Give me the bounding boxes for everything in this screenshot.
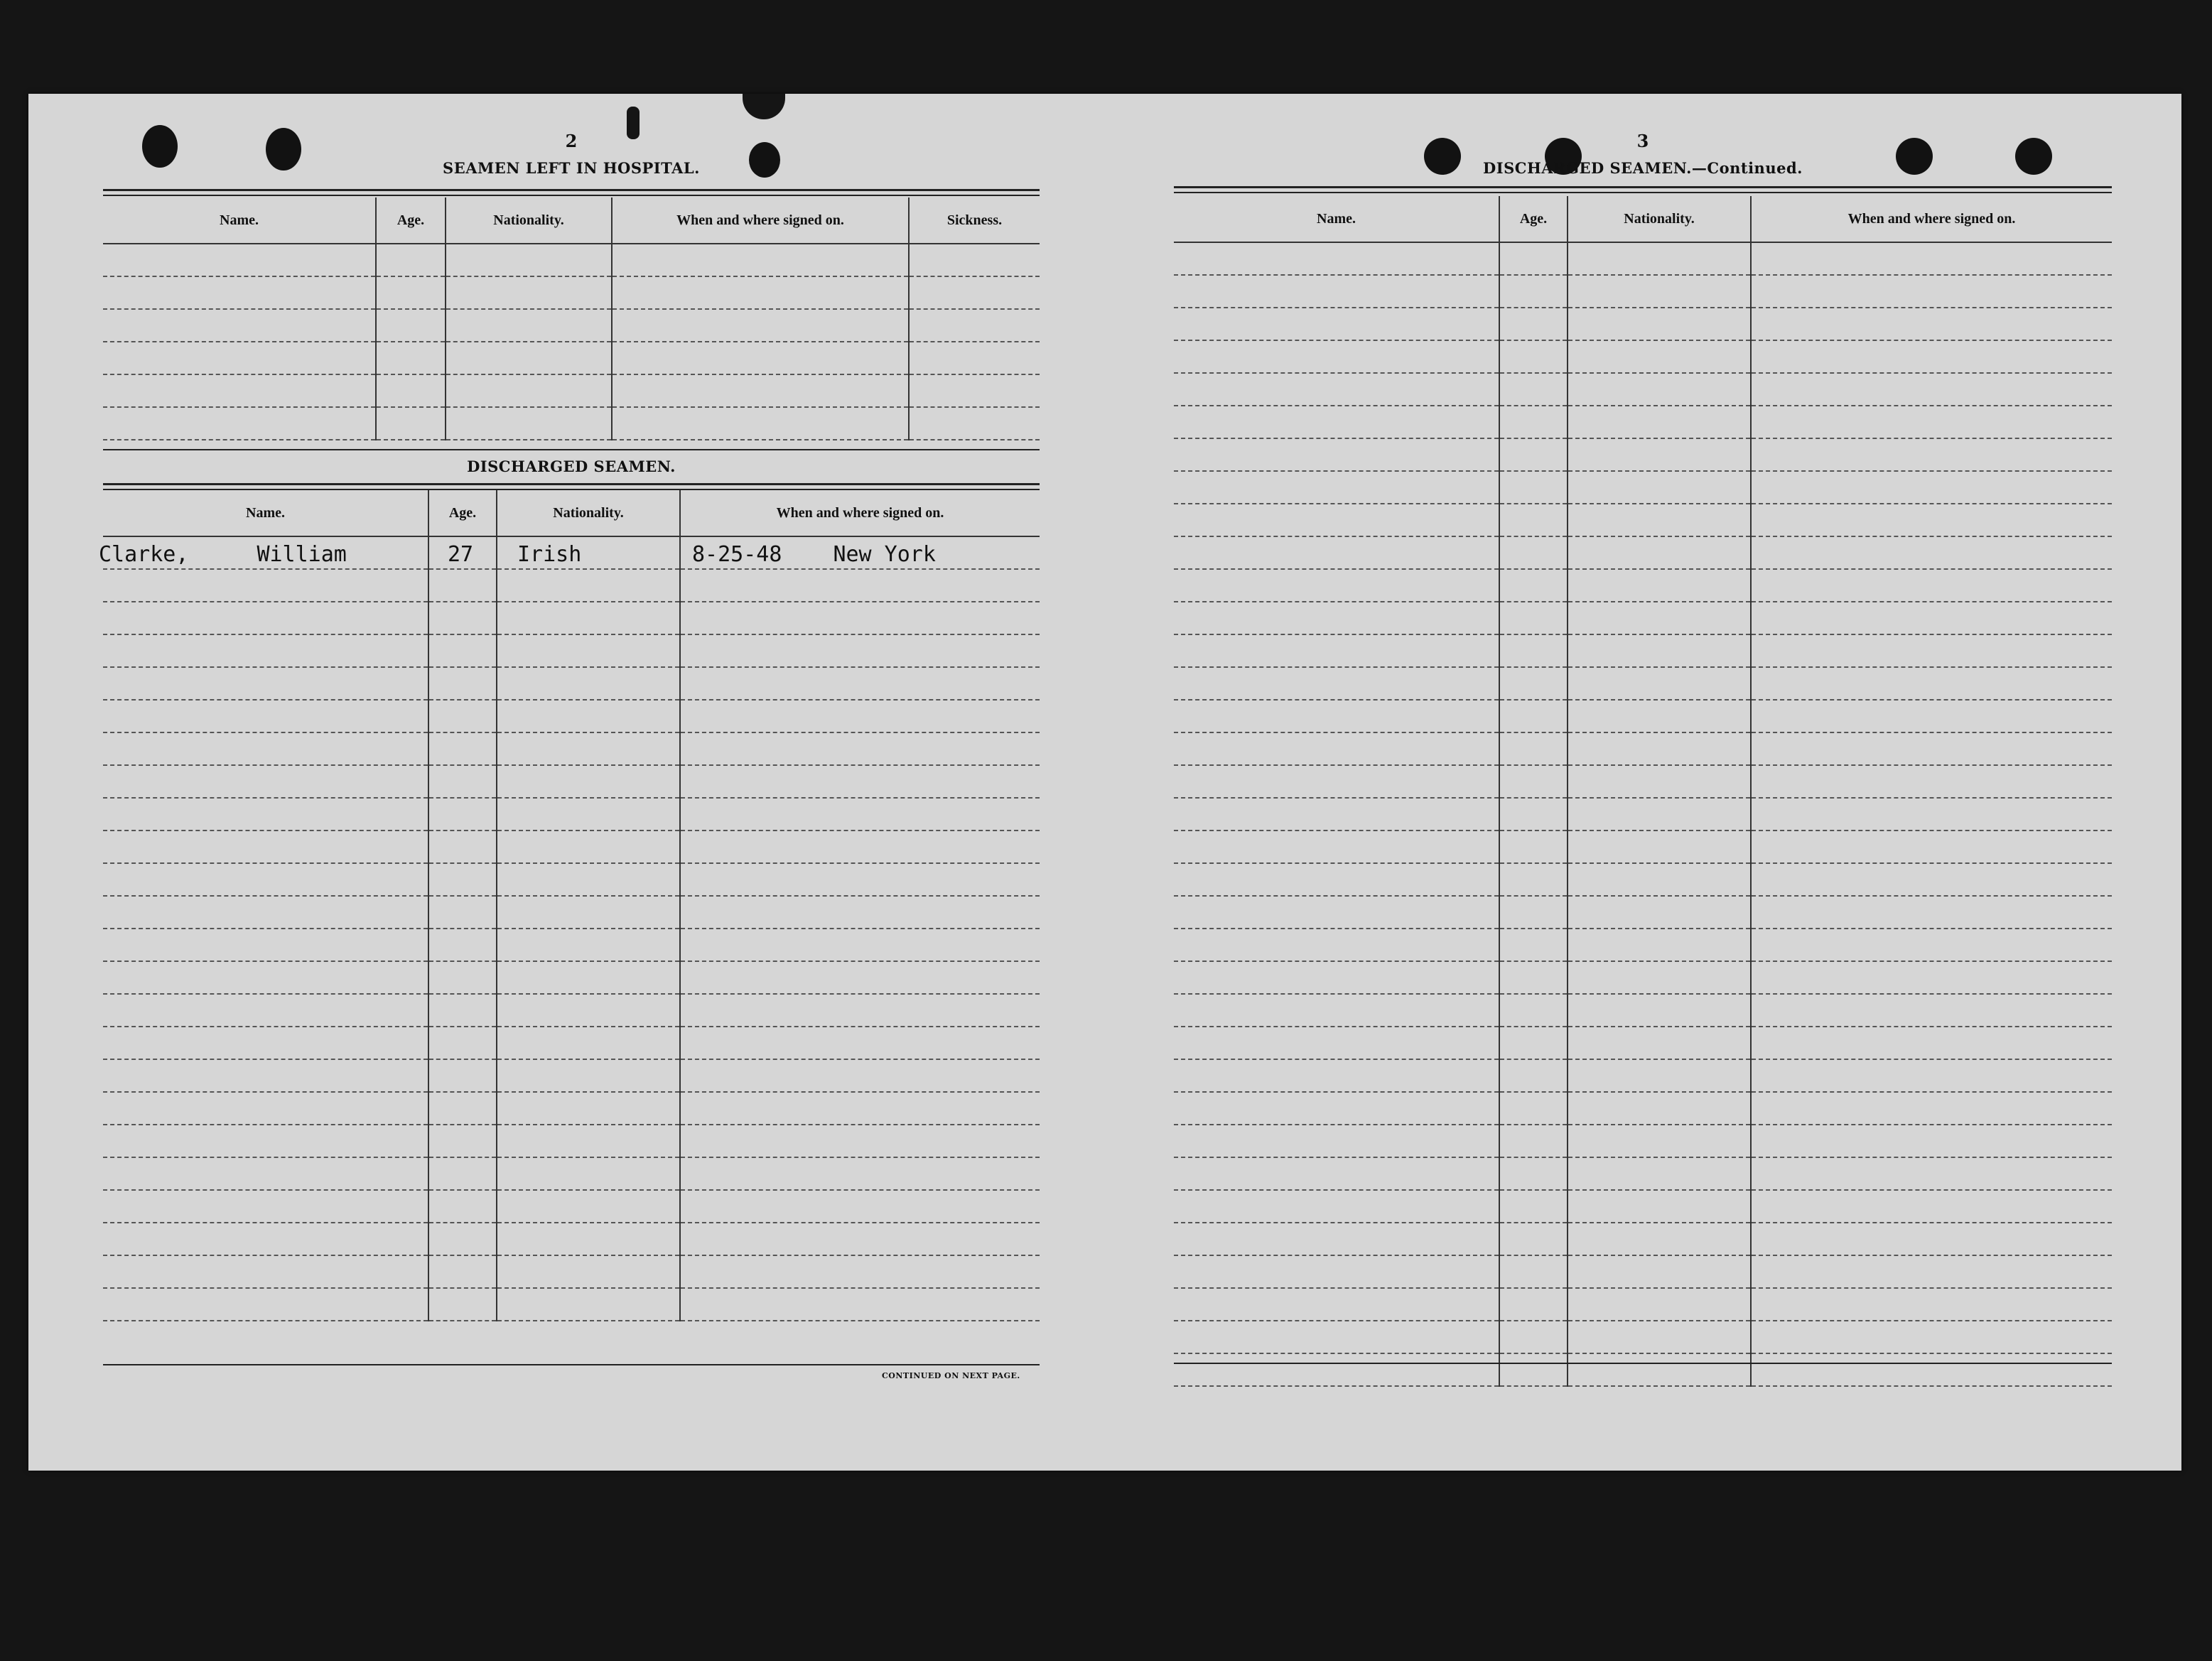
section-rule bbox=[103, 449, 1040, 450]
table-row bbox=[103, 830, 1040, 863]
table-row bbox=[103, 1092, 1040, 1125]
table-row bbox=[103, 929, 1040, 961]
double-rule bbox=[1174, 192, 2112, 193]
table-row bbox=[1174, 896, 2112, 929]
table-row bbox=[103, 634, 1040, 667]
table-row bbox=[1174, 994, 2112, 1027]
name-header: Name. bbox=[1174, 196, 1499, 242]
page-number: 3 bbox=[1636, 131, 1649, 151]
double-rule bbox=[103, 195, 1040, 196]
table-row bbox=[1174, 700, 2112, 732]
entry-surname: Clarke, bbox=[99, 542, 189, 567]
continued-section-title: DISCHARGED SEAMEN.—Continued. bbox=[1483, 159, 1803, 177]
table-row bbox=[1174, 1353, 2112, 1386]
table-row bbox=[103, 602, 1040, 634]
table-row bbox=[1174, 1190, 2112, 1223]
double-rule bbox=[103, 483, 1040, 485]
entry-age: 27 bbox=[448, 542, 474, 567]
table-row bbox=[1174, 863, 2112, 896]
table-row bbox=[1174, 536, 2112, 569]
table-row bbox=[103, 1059, 1040, 1092]
nationality-header: Nationality. bbox=[497, 490, 680, 536]
table-row bbox=[1174, 1092, 2112, 1125]
table-row bbox=[1174, 406, 2112, 438]
nationality-header: Nationality. bbox=[1568, 196, 1751, 242]
table-row bbox=[103, 374, 1040, 407]
sickness-header: Sickness. bbox=[909, 198, 1040, 244]
age-header: Age. bbox=[376, 198, 446, 244]
table-row bbox=[1174, 504, 2112, 536]
discharged-section-title: DISCHARGED SEAMEN. bbox=[467, 458, 676, 475]
table-row bbox=[103, 961, 1040, 994]
table-row bbox=[103, 765, 1040, 798]
nationality-cell bbox=[497, 536, 680, 569]
discharged-table bbox=[99, 490, 1040, 1321]
ledger-sheet bbox=[28, 94, 2181, 1471]
discharged-continued-table bbox=[1174, 196, 2112, 1387]
continued-note: CONTINUED ON NEXT PAGE. bbox=[882, 1371, 1020, 1380]
table-row bbox=[1174, 929, 2112, 961]
table-row bbox=[1174, 602, 2112, 634]
table-row bbox=[103, 1125, 1040, 1157]
table-row bbox=[103, 798, 1040, 830]
signed-on-cell bbox=[680, 536, 1040, 569]
name-header: Name. bbox=[103, 490, 428, 536]
table-header-row bbox=[1174, 196, 2112, 242]
table-row bbox=[103, 1190, 1040, 1223]
table-row bbox=[103, 896, 1040, 929]
table-row bbox=[1174, 1157, 2112, 1190]
table-row bbox=[103, 1157, 1040, 1190]
name-cell bbox=[99, 536, 428, 569]
page-number: 2 bbox=[565, 131, 578, 151]
hospital-section-title: SEAMEN LEFT IN HOSPITAL. bbox=[443, 159, 700, 177]
entry-nationality: Irish bbox=[517, 542, 582, 567]
double-rule bbox=[103, 189, 1040, 191]
table-row bbox=[1174, 340, 2112, 373]
signed-on-header: When and where signed on. bbox=[1751, 196, 2112, 242]
table-row bbox=[1174, 275, 2112, 308]
table-row bbox=[1174, 471, 2112, 504]
table-row bbox=[1174, 1321, 2112, 1353]
signed-on-header: When and where signed on. bbox=[680, 490, 1040, 536]
age-header: Age. bbox=[1499, 196, 1568, 242]
table-row bbox=[103, 342, 1040, 374]
table-header-row bbox=[103, 198, 1040, 244]
table-row bbox=[103, 536, 1040, 569]
table-row bbox=[1174, 1223, 2112, 1255]
table-row bbox=[1174, 961, 2112, 994]
name-header: Name. bbox=[103, 198, 376, 244]
table-row bbox=[103, 569, 1040, 602]
signed-on-header: When and where signed on. bbox=[612, 198, 909, 244]
double-rule bbox=[1174, 186, 2112, 188]
table-row bbox=[103, 667, 1040, 700]
bottom-rule bbox=[103, 1364, 1040, 1365]
table-row bbox=[1174, 1027, 2112, 1059]
entry-given-name: William bbox=[257, 542, 347, 567]
nationality-header: Nationality. bbox=[446, 198, 612, 244]
table-row bbox=[1174, 732, 2112, 765]
table-row bbox=[103, 1027, 1040, 1059]
table-row bbox=[103, 244, 1040, 276]
bottom-rule bbox=[1174, 1363, 2112, 1364]
right-page bbox=[1174, 94, 2112, 1471]
table-row bbox=[103, 863, 1040, 896]
table-row bbox=[1174, 1059, 2112, 1092]
table-row bbox=[103, 1223, 1040, 1255]
table-row bbox=[1174, 634, 2112, 667]
table-row bbox=[1174, 830, 2112, 863]
table-row bbox=[1174, 242, 2112, 275]
table-row bbox=[103, 732, 1040, 765]
table-row bbox=[1174, 765, 2112, 798]
table-row bbox=[1174, 308, 2112, 340]
table-row bbox=[103, 276, 1040, 309]
table-row bbox=[1174, 438, 2112, 471]
table-row bbox=[1174, 1255, 2112, 1288]
table-row bbox=[103, 1255, 1040, 1288]
table-row bbox=[1174, 1125, 2112, 1157]
table-row bbox=[103, 1288, 1040, 1321]
table-row bbox=[1174, 1288, 2112, 1321]
table-row bbox=[103, 700, 1040, 732]
age-header: Age. bbox=[428, 490, 497, 536]
table-header-row bbox=[103, 490, 1040, 536]
age-cell bbox=[428, 536, 497, 569]
table-row bbox=[103, 407, 1040, 440]
table-row bbox=[103, 994, 1040, 1027]
table-row bbox=[103, 309, 1040, 342]
hospital-table bbox=[103, 198, 1040, 440]
entry-place: New York bbox=[833, 542, 936, 567]
left-page bbox=[99, 94, 1040, 1471]
table-row bbox=[1174, 373, 2112, 406]
entry-date: 8-25-48 bbox=[692, 542, 782, 567]
table-row bbox=[1174, 798, 2112, 830]
table-row bbox=[1174, 569, 2112, 602]
table-row bbox=[1174, 667, 2112, 700]
